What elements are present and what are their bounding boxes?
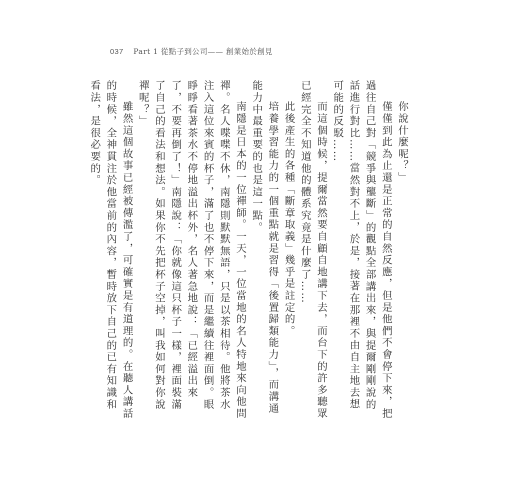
paragraph: 南隱是日本的一位禪師。一天，一位當地的名人特地來向他問禪。名人喋喋不休，南隱則默默無語，只是以茶相待。他將茶水注入這位來賓的杯子，滿了也不停下來，而是繼續往裡面倒。眼睜睜看著茶水不停地溢出杯外，名人著急地說：「已經溢出來了，不要再倒了！」南隱說：「你就像這只杯子一樣，裡面裝滿了自己的看法和想法。如果你不先把杯子空掉，叫我如何對你說禪呢？」: [136, 80, 246, 420]
chapter-title: Part 1 從點子到公司—— 創業始於創見: [133, 46, 273, 56]
paragraph: 雖然這個故事已經被傳濫了，可確實是有道理的。在聽人講話的時候，全神貫注於他當前的內容，暫時放下自己的已有知識和看法，是很必要的。: [88, 80, 133, 420]
paragraph: 而這個時候，提爾當然要自顧自地講下去，而台下的許多聽眾已經完全不知道他的體系究竟是什麼了……: [298, 80, 327, 420]
page-number: 037: [110, 46, 124, 56]
paragraph: 僅僅到此為止還是正常的自然反應，但是他們不會停下來，把過往自己對「競爭與壟斷」的觀點全部講出來，與提爾剛剛說的話進行對比……當然對不上，於是，接著在那裡不由自主地去想可能的反駁……: [331, 80, 392, 420]
paragraph: 此後產生的各種「斷章取義」幾乎是註定的。: [282, 100, 295, 337]
paragraph: 你說什麼呢？」: [396, 100, 408, 184]
page-header: [110, 44, 273, 58]
body-text: [88, 80, 410, 420]
paragraph: 培養學習能力的一個重點就是習得「後置歸類能力」，而溝通能力中最重要的也是這一點。: [250, 80, 279, 415]
